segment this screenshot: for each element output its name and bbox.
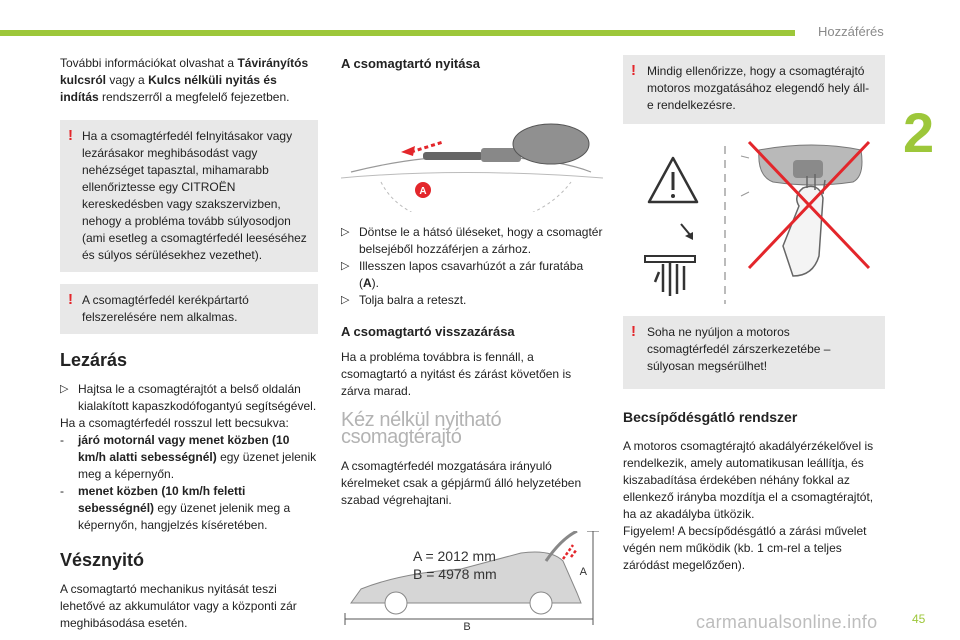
heading-emergency: Vésznyitó [60, 550, 145, 570]
antipinch-note: Figyelem! A becsípődésgátló a zárási művelet végén nem működik (kb. 1 cm-rel a teljes záródást megelőzően). [623, 524, 867, 572]
bullet-item: ▷ Illesszen lapos csavarhúzót a zár furatába (A). [341, 259, 584, 290]
bullet-arrow-icon: ▷ [341, 226, 350, 238]
bullet-item: ▷ Döntse le a hátsó üléseket, hogy a csomagtér belsejéből hozzáférjen a zárhoz. [341, 225, 603, 256]
warning-text: Mindig ellenőrizze, hogy a csomagtérajtó motoros mozgatásához elegendő hely áll-e rendelkezésre. [647, 64, 870, 112]
page-number: 45 [912, 612, 926, 626]
exclamation-icon: ! [68, 291, 73, 308]
close-text: Ha a probléma továbbra is fennáll, a csomagtartó a nyitást és zárást követően is zárva marad. [341, 350, 572, 398]
pinch-warning-illustration [623, 136, 885, 306]
warning-box [60, 284, 318, 334]
bullet-arrow-icon: ▷ [341, 294, 350, 306]
warning-text: Ha a csomagtérfedél felnyitásakor vagy lezárásakor meghibásodást vagy nehézséget tapasztal, mihamarabb ellenőriztesse egy CITROËN kereskedésben vagy szakszervizben, nehogy a probléma tovább súlyosodjon (ami esetleg a csomagtérfedél leeséséhez és súlyos sérülésekhez vezethet). [82, 129, 307, 262]
warning-text: Soha ne nyúljon a motoros csomagtérfedél zárszerkezetébe – súlyosan megsérülhet! [647, 325, 831, 373]
heading-handsfree: Kéz nélkül nyitható csomagtérajtó [341, 409, 502, 448]
warning-text: A csomagtérfedél kerékpártartó felszerelésére nem alkalmas. [82, 293, 249, 324]
top-accent-bar [0, 30, 795, 36]
bullet-item: ▷ Tolja balra a reteszt. [341, 293, 467, 307]
dash-item: - járó motornál vagy menet közben (10 km/h alatti sebességnél) egy üzenet jelenik meg a képernyőn. [60, 433, 317, 481]
antipinch-text: A motoros csomagtérajtó akadályérzékelővel is rendelkezik, amely automatikusan leállítja, és kiszabadítása érdekében néhány fokkal az ellenkező irányba mozdítja el a csomagtérajtót, ha az akadályba ütközik. [623, 439, 874, 521]
chapter-number: 2 [903, 101, 935, 164]
trunk-lock-illustration [341, 82, 603, 212]
exclamation-icon: ! [631, 323, 636, 340]
bullet-arrow-icon: ▷ [341, 260, 350, 272]
dimension-b-label: B [463, 621, 471, 631]
exclamation-icon: ! [631, 62, 636, 79]
heading-antipinch: Becsípődésgátló rendszer [623, 409, 798, 425]
heading-lock: Lezárás [60, 350, 128, 370]
bullet-arrow-icon: ▷ [60, 383, 69, 395]
hand-icon [645, 224, 695, 296]
column-1 [60, 55, 318, 632]
intro-text: További információkat olvashat a Távirányítós kulcsról vagy a Kulcs nélküli nyitás és indítás rendszerről a megfelelő fejezetben. [60, 56, 309, 104]
column-3 [623, 55, 885, 574]
dimension-a-value: A = 2012 mm [413, 548, 496, 564]
bullet-item: ▷ Hajtsa le a csomagtérajtót a belső oldalán kialakított kapaszkodófogantyú segítségével. [60, 382, 317, 413]
handsfree-text: A csomagtérfedél mozgatására irányuló kérelmeket csak a gépjármű álló helyzetében szabad végrehajtani. [341, 459, 582, 507]
dash-item: - menet közben (10 km/h feletti sebességnél) egy üzenet jelenik meg a képernyőn, hangjelzés kíséretében. [60, 484, 291, 532]
lock-condition-text: Ha a csomagtérfedél rosszul lett becsukva: [60, 416, 289, 430]
heading-open: A csomagtartó nyitása [341, 56, 480, 71]
warning-box [60, 120, 318, 272]
column-2 [341, 55, 603, 631]
section-title: Hozzáférés [818, 24, 884, 39]
dimension-b-value: B = 4978 mm [413, 566, 497, 582]
warning-box [623, 55, 885, 124]
dimension-a-label: A [579, 566, 587, 578]
callout-a-label: A [419, 186, 427, 197]
car-dimensions-illustration [341, 531, 603, 631]
warning-box [623, 316, 885, 389]
warning-triangle-icon [649, 158, 697, 202]
heading-close: A csomagtartó visszazárása [341, 324, 515, 339]
exclamation-icon: ! [68, 127, 73, 144]
watermark: carmanualsonline.info [696, 612, 878, 632]
emergency-text: A csomagtartó mechanikus nyitását teszi lehetővé az akkumulátor vagy a központi zár meghibásodása esetén. [60, 582, 297, 630]
